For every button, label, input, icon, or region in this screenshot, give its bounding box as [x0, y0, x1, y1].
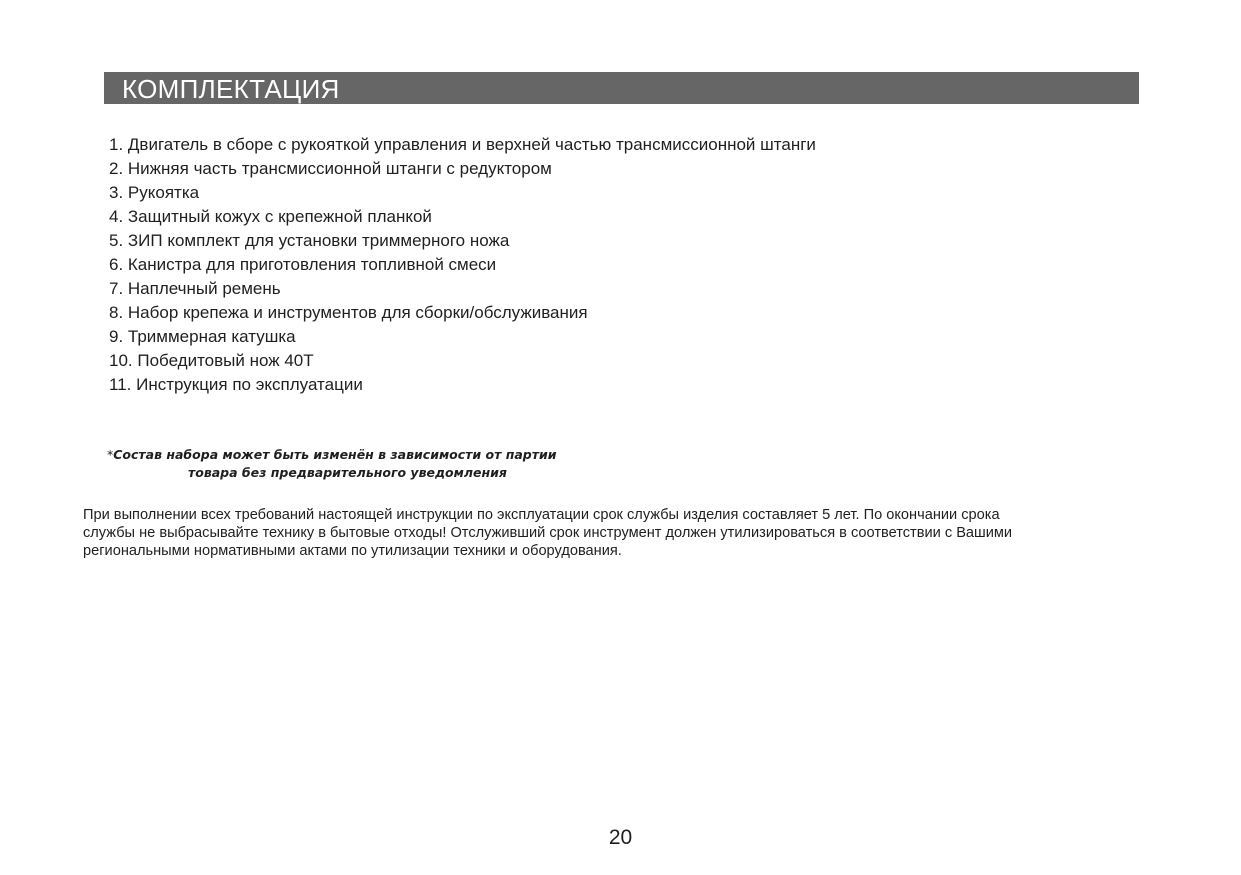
- list-item: 11. Инструкция по эксплуатации: [109, 375, 363, 394]
- list-item: 4. Защитный кожух с крепежной планкой: [109, 207, 432, 226]
- note-line-1: Состав набора может быть изменён в зависимости от партии: [113, 447, 557, 462]
- service-life-line-2: службы не выбрасывайте технику в бытовые отходы! Отслуживший срок инструмент должен утилизироваться в соответствии с Вашими: [83, 525, 1013, 541]
- list-item: 1. Двигатель в сборе с рукояткой управления и верхней частью трансмиссионной штанги: [109, 135, 816, 154]
- page-number: 20: [608, 826, 633, 849]
- note-asterisk: *: [107, 447, 114, 462]
- section-header: [104, 72, 1139, 104]
- contents-list: [109, 133, 816, 397]
- list-item: 6. Канистра для приготовления топливной смеси: [109, 255, 497, 274]
- service-life-line-1: При выполнении всех требований настоящей инструкции по эксплуатации срок службы изделия составляет 5 лет. По окончании срока: [83, 507, 1000, 523]
- service-life-line-3: региональными нормативными актами по утилизации техники и оборудования.: [83, 543, 622, 559]
- contents-disclaimer-note: [107, 446, 557, 482]
- note-line-2: товара без предварительного уведомления: [188, 465, 507, 480]
- list-item: 3. Рукоятка: [109, 183, 200, 202]
- list-item: 9. Триммерная катушка: [109, 327, 296, 346]
- list-item: 2. Нижняя часть трансмиссионной штанги с редуктором: [109, 159, 552, 178]
- list-item: 8. Набор крепежа и инструментов для сборки/обслуживания: [109, 303, 588, 322]
- service-life-paragraph: [83, 506, 1163, 560]
- list-item: 7. Наплечный ремень: [109, 279, 281, 298]
- list-item: 5. ЗИП комплект для установки триммерного ножа: [109, 231, 510, 250]
- section-title: КОМПЛЕКТАЦИЯ: [122, 74, 340, 104]
- list-item: 10. Победитовый нож 40Т: [109, 351, 314, 370]
